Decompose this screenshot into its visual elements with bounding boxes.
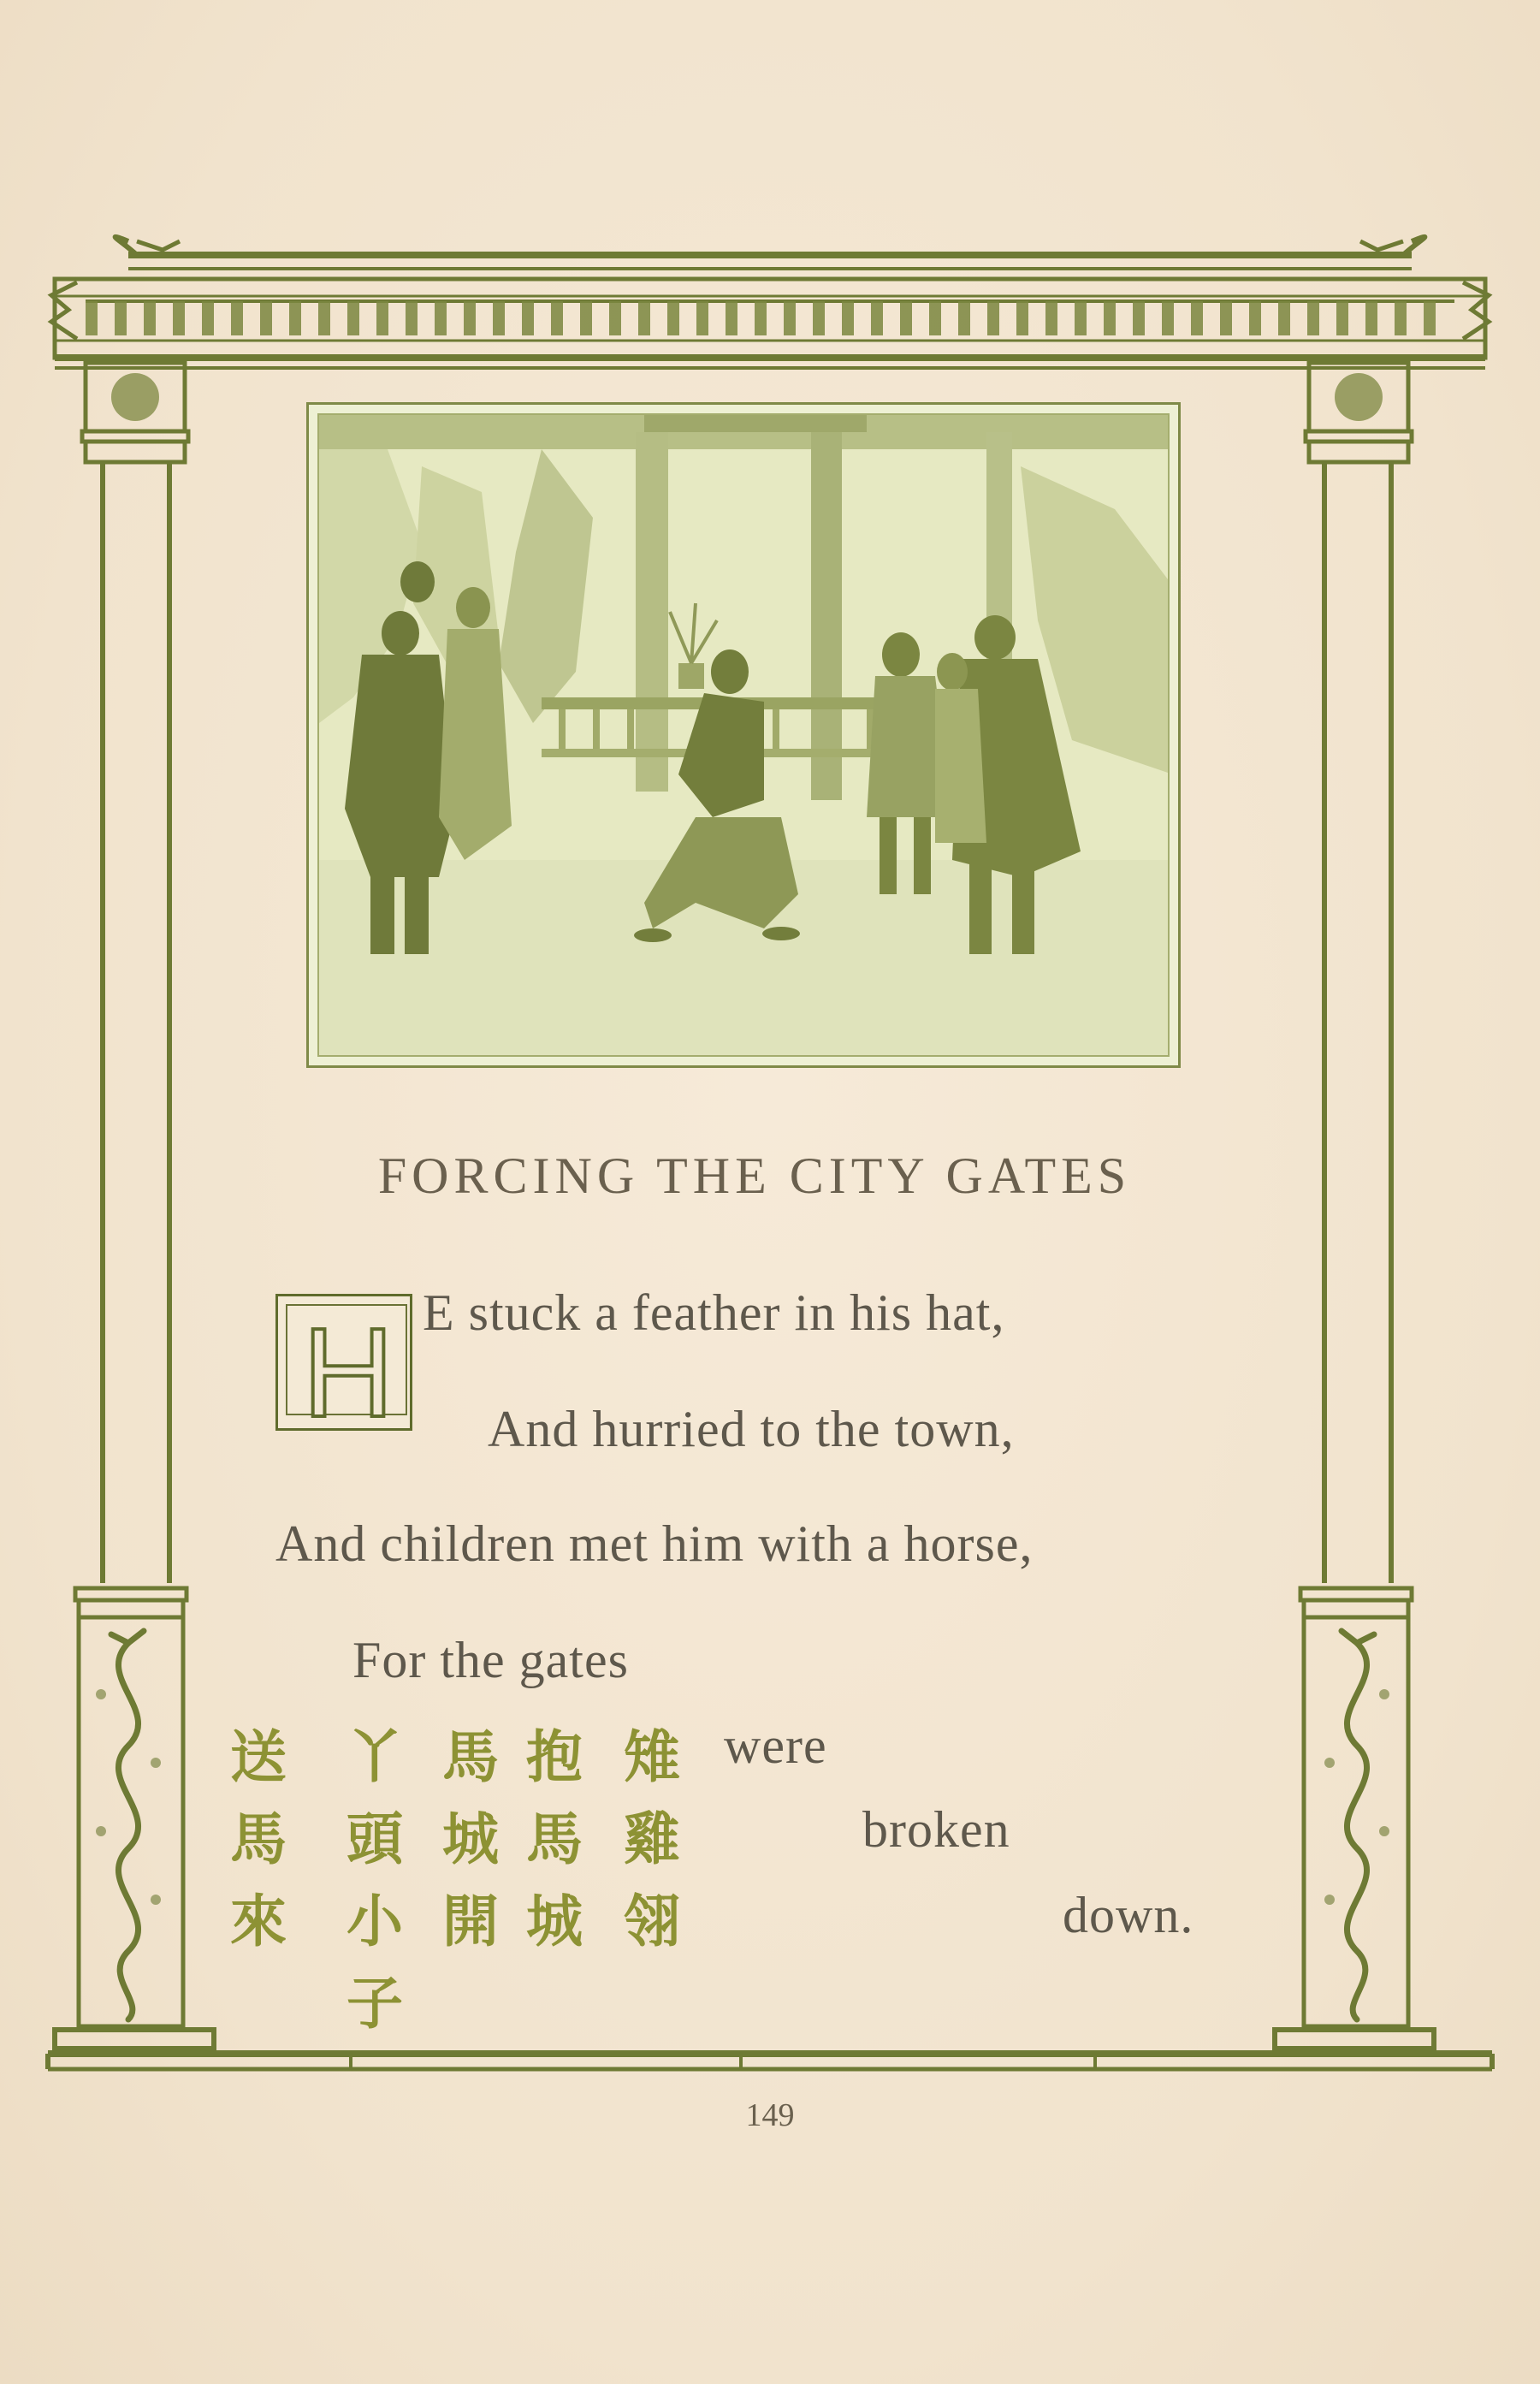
poem-title: FORCING THE CITY GATES [377,1148,1132,1204]
chinese-column-1: 雉雞翎 [624,1724,680,1954]
chinese-column-4: 丫頭小子 [346,1724,403,2037]
chinese-column-3: 馬城開 [442,1724,499,1954]
courtyard-photograph [306,402,1181,1068]
left-dragon-path [118,1643,138,2019]
poem-line-1: E stuck a feather in his hat, [423,1284,1005,1341]
poem-word-were: were [724,1717,827,1774]
drop-cap [275,1294,412,1444]
poem-line-3: And children met him with a horse, [275,1515,1034,1572]
page-number: 149 [745,2097,795,2133]
drop-cap-frame [275,1294,412,1444]
poem-word-down: down. [1063,1887,1194,1943]
chinese-column-5: 送馬來 [230,1724,287,1954]
poem-line-4: For the gates [352,1632,629,1688]
poem-line-2: And hurried to the town, [488,1401,1015,1457]
drop-cap-letter: H [302,1302,394,1444]
poem-word-broken: broken [862,1801,1010,1858]
drop-cap-inner-border [286,1302,407,1444]
photo-image [317,413,1170,1057]
chinese-column-2: 抱馬城 [526,1724,583,1954]
